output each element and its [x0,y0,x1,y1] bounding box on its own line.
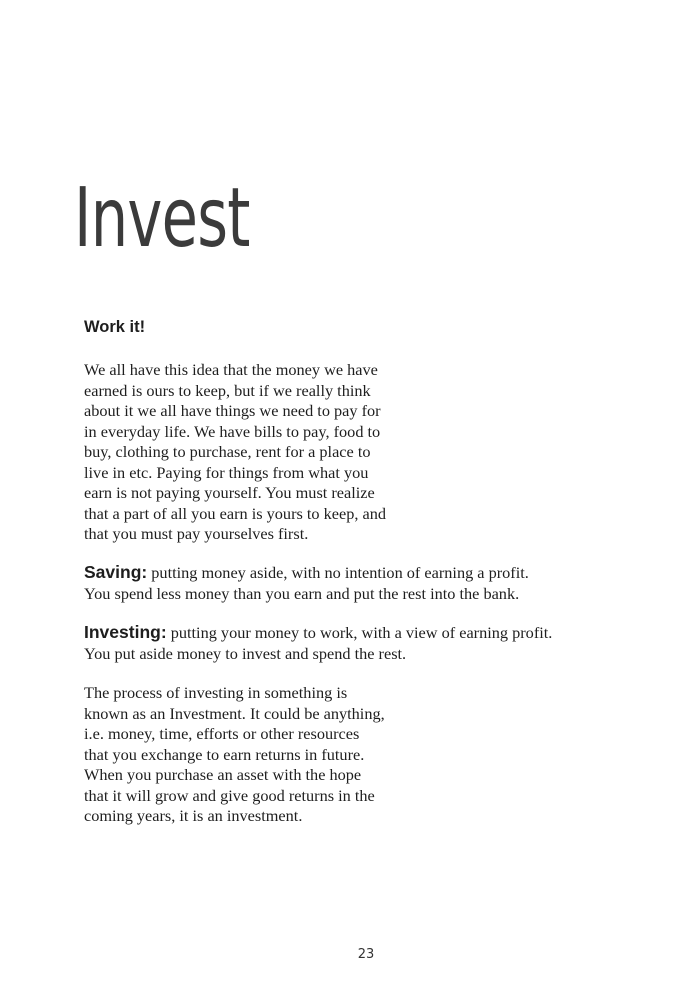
text-line: known as an Investment. It could be anything, [84,703,385,723]
text-line: that a part of all you earn is yours to keep, and [84,503,387,523]
page-title: Invest [74,171,250,266]
investing-definition [84,622,664,664]
text-line: buy, clothing to purchase, rent for a place to [84,442,371,461]
saving-term: Saving: [84,562,148,582]
saving-definition [84,562,664,604]
text-line: The process of investing in something is [84,683,348,702]
section-subheading: Work it! [84,318,146,336]
page-number: 23 [357,947,375,962]
text-line: in everyday life. We have bills to pay, food to [84,421,381,441]
text-line: earn is not paying yourself. You must realize [84,483,375,502]
text-line: about it we all have things we need to pay for [84,401,381,420]
investing-term: Investing: [84,622,167,642]
text-line: coming years, it is an investment. [84,806,303,825]
text-line: that you must pay yourselves first. [84,524,309,543]
text-line: You spend less money than you earn and put the rest into the bank. [84,583,520,603]
process-paragraph [84,683,454,827]
text-line: You put aside money to invest and spend the rest. [84,643,407,663]
text-line: When you purchase an asset with the hope [84,765,362,784]
text-line: live in etc. Paying for things from what you [84,462,369,482]
investing-definition-text: putting your money to work, with a view of earning profit. [166,623,553,642]
intro-paragraph [84,360,454,545]
saving-definition-text: putting money aside, with no intention of earning a profit. [147,563,529,582]
text-line: that you exchange to earn returns in future. [84,744,365,764]
text-line [84,622,664,644]
text-line: We all have this idea that the money we have [84,360,378,379]
text-line [84,562,664,584]
text-line: earned is ours to keep, but if we really think [84,380,371,400]
text-line: i.e. money, time, efforts or other resources [84,724,360,743]
text-line: that it will grow and give good returns in the [84,785,375,805]
